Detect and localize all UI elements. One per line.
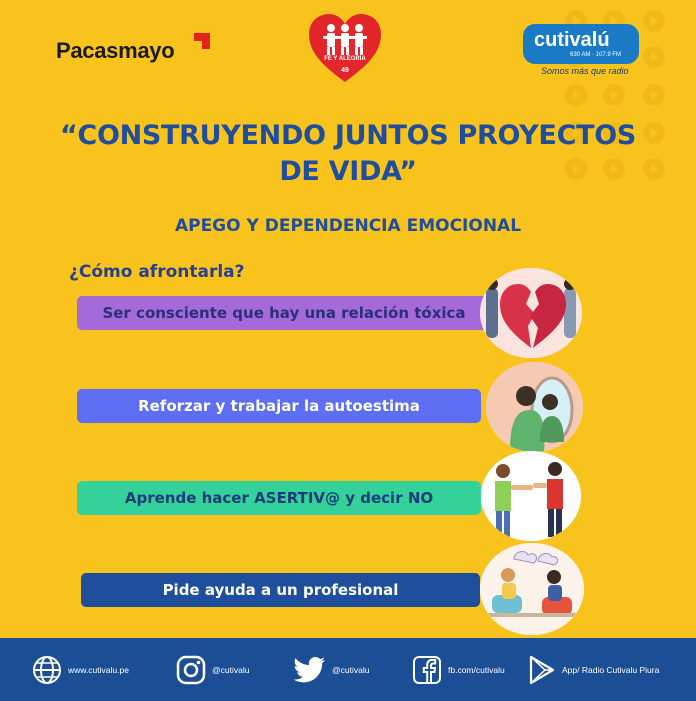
pacasmayo-mark-icon [194,33,210,49]
page-subtitle: APEGO Y DEPENDENCIA EMOCIONAL [174,216,522,236]
tip-assertive: Aprende hacer ASERTIV@ y decir NO [77,481,481,515]
footer-app-text: App/ Radio Cutivalu Piura [562,664,660,675]
page-title: “CONSTRUYENDO JUNTOS PROYECTOS DE VIDA” [59,120,637,187]
section-question: ¿Cómo afrontarla? [69,262,245,282]
tip-self-esteem: Reforzar y trabajar la autoestima [77,389,481,423]
tip-toxic-relationship: Ser consciente que hay una relación tóxica [77,296,491,330]
cutivalu-name: cutivalú [534,29,610,51]
broken-heart-illustration [480,268,582,358]
footer-twitter-text: @cutivalu [332,664,370,675]
saying-no-illustration [481,451,581,541]
footer-bar [0,638,696,701]
cutivalu-frequency: 630 AM · 107.9 FM [570,52,622,58]
twitter-icon [294,656,326,684]
therapy-session-illustration [480,543,584,635]
tip-professional-help: Pide ayuda a un profesional [81,573,480,607]
fe-y-alegria-label: FE Y ALEGRIA [324,56,366,62]
self-hug-illustration [486,362,583,452]
play-store-icon [528,655,556,685]
instagram-icon [176,655,206,685]
footer-web[interactable] [32,638,129,701]
fe-y-alegria-number: 49 [341,67,349,74]
footer-app[interactable] [528,638,659,701]
footer-web-text: www.cutivalu.pe [68,664,129,675]
pacasmayo-logo: Pacasmayo [56,38,175,63]
cutivalu-slogan: Somos más que radio [541,66,629,76]
footer-facebook-text: fb.com/cutivalu [448,664,505,675]
facebook-icon [412,655,442,685]
globe-icon [32,655,62,685]
footer-instagram[interactable] [176,638,249,701]
footer-instagram-text: @cutivalu [212,664,250,675]
footer-facebook[interactable] [412,638,505,701]
footer-twitter[interactable] [294,638,369,701]
